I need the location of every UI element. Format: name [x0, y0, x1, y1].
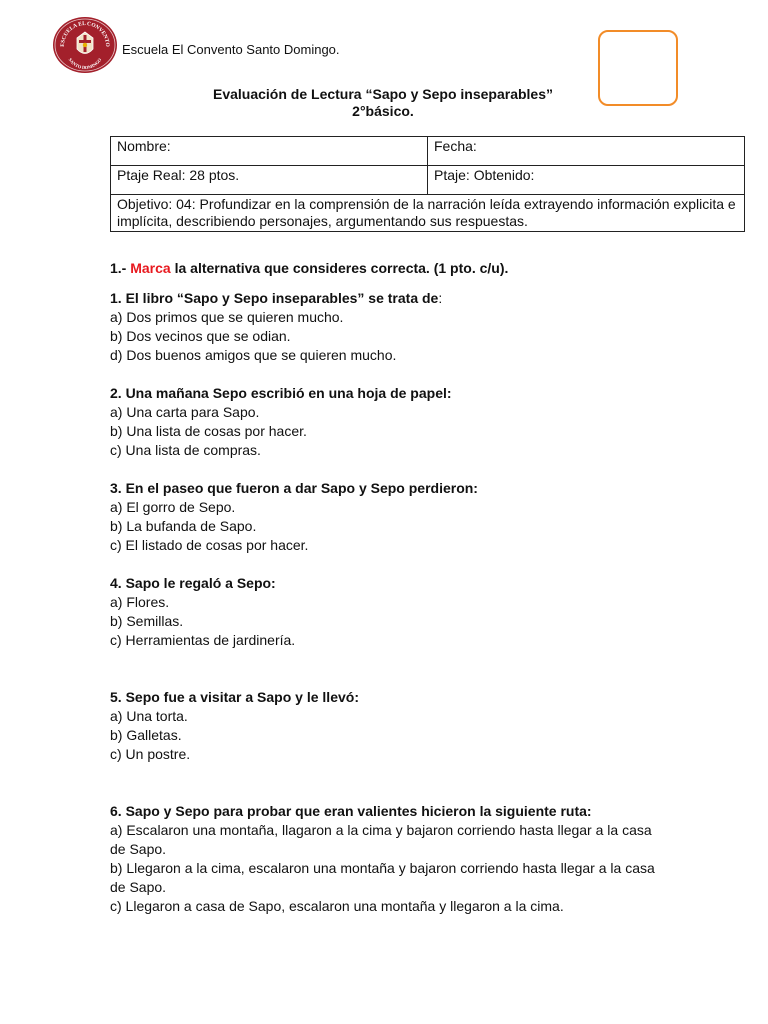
- option[interactable]: a) Escalaron una montaña, llagaron a la cima y bajaron corriendo hasta llegar a la casa de Sapo.: [110, 822, 652, 857]
- option[interactable]: a) Una torta.: [110, 708, 188, 724]
- title-line-2: 2°básico.: [352, 103, 414, 119]
- option[interactable]: a) El gorro de Sepo.: [110, 499, 236, 515]
- question-title: 6. Sapo y Sepo para probar que eran valientes hicieron la siguiente ruta:: [110, 803, 592, 819]
- instruction: [110, 259, 670, 278]
- school-name: Escuela El Convento Santo Domingo.: [122, 42, 340, 57]
- option[interactable]: b) Una lista de cosas por hacer.: [110, 423, 307, 439]
- svg-text:SANTO DOMINGO: SANTO DOMINGO: [67, 57, 103, 71]
- option[interactable]: c) Herramientas de jardinería.: [110, 632, 296, 648]
- student-info-table: [110, 136, 745, 232]
- option[interactable]: b) La bufanda de Sapo.: [110, 518, 257, 534]
- option[interactable]: c) Llegaron a casa de Sapo, escalaron una montaña y llegaron a la cima.: [110, 898, 564, 914]
- question-title: 5. Sepo fue a visitar a Sapo y le llevó:: [110, 689, 359, 705]
- question-title: 2. Una mañana Sepo escribió en una hoja de papel:: [110, 385, 452, 401]
- question-title: 3. En el paseo que fueron a dar Sapo y Sepo perdieron:: [110, 480, 478, 496]
- option[interactable]: a) Flores.: [110, 594, 170, 610]
- option[interactable]: c) Una lista de compras.: [110, 442, 261, 458]
- max-score-cell: Ptaje Real: 28 ptos.: [111, 166, 428, 195]
- instruction-highlight: Marca: [130, 260, 171, 276]
- question-title: 4. Sapo le regaló a Sepo:: [110, 575, 276, 591]
- question-5: [110, 688, 670, 764]
- question-1: [110, 289, 670, 365]
- instruction-text: la alternativa que consideres correcta. (1 pto. c/u).: [170, 260, 509, 276]
- page-title: [110, 86, 656, 120]
- option[interactable]: b) Llegaron a la cima, escalaron una montaña y bajaron corriendo hasta llegar a la casa de Sapo.: [110, 860, 655, 895]
- option[interactable]: c) El listado de cosas por hacer.: [110, 537, 309, 553]
- obtained-score-cell[interactable]: Ptaje: Obtenido:: [428, 166, 745, 195]
- question-2: [110, 384, 670, 460]
- question-4: [110, 574, 670, 650]
- instruction-number: 1.-: [110, 260, 131, 276]
- option[interactable]: b) Semillas.: [110, 613, 184, 629]
- option[interactable]: a) Dos primos que se quieren mucho.: [110, 309, 344, 325]
- option[interactable]: c) Un postre.: [110, 746, 191, 762]
- school-logo: [52, 16, 118, 74]
- option[interactable]: b) Dos vecinos que se odian.: [110, 328, 291, 344]
- svg-text:ESCUELA EL CONVENTO: ESCUELA EL CONVENTO: [59, 20, 111, 48]
- option[interactable]: d) Dos buenos amigos que se quieren mucho.: [110, 347, 397, 363]
- questions-section: [110, 259, 670, 935]
- question-6: [110, 802, 670, 916]
- option[interactable]: a) Una carta para Sapo.: [110, 404, 260, 420]
- title-line-1: Evaluación de Lectura “Sapo y Sepo inseparables”: [212, 86, 553, 102]
- question-title: 1. El libro “Sapo y Sepo inseparables” se trata de:: [110, 290, 443, 306]
- objective-cell: Objetivo: 04: Profundizar en la comprensión de la narración leída extrayendo información explicita e implícita, describiendo personajes, argumentando sus respuestas.: [111, 195, 745, 232]
- question-3: [110, 479, 670, 555]
- name-cell[interactable]: Nombre:: [111, 137, 428, 166]
- date-cell[interactable]: Fecha:: [428, 137, 745, 166]
- option[interactable]: b) Galletas.: [110, 727, 182, 743]
